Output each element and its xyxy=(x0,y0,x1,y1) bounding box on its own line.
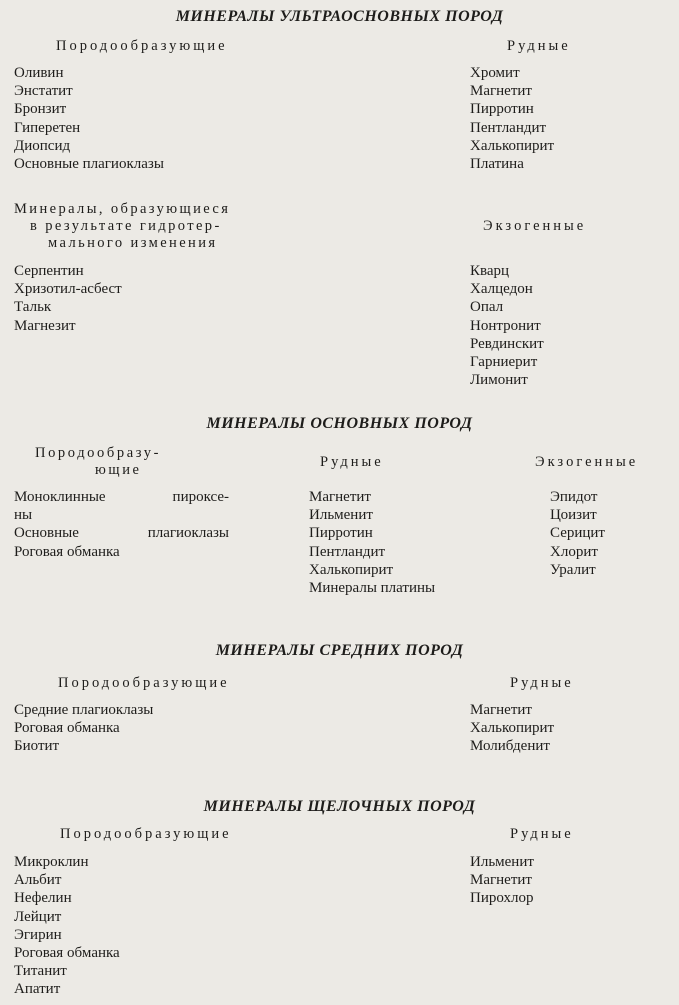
heading-line: мального изменения xyxy=(48,235,218,251)
list-item: Платина xyxy=(470,156,524,173)
list-item: Ильменит xyxy=(309,507,373,524)
list-item: Пирохлор xyxy=(470,890,534,907)
list-item: Цоизит xyxy=(550,507,597,524)
list-item: Халькопирит xyxy=(470,137,555,154)
section-title-ultrabasic: МИНЕРАЛЫ УЛЬТРАОСНОВНЫХ ПОРОД xyxy=(175,8,504,25)
list-item: Пирротин xyxy=(470,101,534,118)
list-item: Халькопирит xyxy=(470,720,555,737)
heading-hydrothermal-ultrabasic xyxy=(14,201,230,252)
section-title-basic: МИНЕРАЛЫ ОСНОВНЫХ ПОРОД xyxy=(206,415,473,432)
list-item: Хлорит xyxy=(550,543,598,560)
list-item: Пентландит xyxy=(470,119,547,136)
list-item: Молибденит xyxy=(470,738,550,755)
list-item: Лейцит xyxy=(14,908,62,925)
heading-line: в результате гидротер- xyxy=(30,218,222,234)
list-item: Средние плагиоклазы xyxy=(14,702,154,718)
list-item: Серицит xyxy=(550,525,605,542)
list-ore-intermediate xyxy=(470,701,554,756)
heading-ore-alkaline: Рудные xyxy=(510,826,574,842)
list-item: Ревдинскит xyxy=(470,335,544,352)
heading-rock-forming-alkaline: Породообразующие xyxy=(60,826,232,842)
list-item: Роговая обманка xyxy=(14,543,120,560)
heading-rock-forming-ultrabasic: Породообразующие xyxy=(56,38,228,54)
list-item: Пирротин xyxy=(309,525,373,542)
list-ore-ultrabasic xyxy=(470,64,554,173)
heading-line: Породообразу- xyxy=(35,445,162,461)
heading-rock-forming-intermediate: Породообразующие xyxy=(58,675,230,691)
section-title-intermediate: МИНЕРАЛЫ СРЕДНИХ ПОРОД xyxy=(215,642,464,659)
heading-exogenous-ultrabasic: Экзогенные xyxy=(483,218,587,234)
list-exogenous-ultrabasic xyxy=(470,262,544,389)
list-item: Тальк xyxy=(14,299,52,316)
list-ore-alkaline xyxy=(470,853,534,908)
list-exogenous-basic xyxy=(550,488,605,579)
list-item: Магнезит xyxy=(14,317,76,334)
list-ore-basic xyxy=(309,488,435,597)
list-item: Опал xyxy=(470,299,504,316)
heading-ore-intermediate: Рудные xyxy=(510,675,574,691)
list-item: Апатит xyxy=(14,981,61,998)
list-item: Магнетит xyxy=(470,83,532,100)
list-item: Бронзит xyxy=(14,101,67,118)
list-item: Основные плагиоклазы xyxy=(14,156,164,173)
heading-rock-forming-basic xyxy=(35,445,161,479)
list-item: Биотит xyxy=(14,738,60,755)
list-item: Ильменит xyxy=(470,854,534,870)
list-item: Оливин xyxy=(14,65,64,81)
list-item: Лимонит xyxy=(470,372,528,389)
list-rock-forming-intermediate xyxy=(14,701,153,756)
list-item: Халцедон xyxy=(470,281,533,298)
section-title-alkaline: МИНЕРАЛЫ ЩЕЛОЧНЫХ ПОРОД xyxy=(203,798,476,815)
list-item: Гиперетен xyxy=(14,119,81,136)
list-item: Роговая обманка xyxy=(14,720,120,737)
list-hydrothermal-ultrabasic xyxy=(14,262,122,335)
list-item: Альбит xyxy=(14,872,62,889)
list-item: Халькопирит xyxy=(309,561,394,578)
list-item: Пентландит xyxy=(309,543,386,560)
heading-line: ющие xyxy=(95,462,142,478)
list-item: Энстатит xyxy=(14,83,73,100)
list-item: Роговая обманка xyxy=(14,945,120,962)
list-item: Основные плагиоклазы xyxy=(14,525,229,542)
list-item: Хризотил-асбест xyxy=(14,281,122,298)
list-item: Микроклин xyxy=(14,854,89,870)
list-item: Серпентин xyxy=(14,263,84,279)
list-item: Магнетит xyxy=(470,872,532,889)
list-item: Уралит xyxy=(550,561,596,578)
list-item: Титанит xyxy=(14,963,67,980)
list-rock-forming-alkaline xyxy=(14,853,120,999)
list-item: Нефелин xyxy=(14,890,72,907)
list-item: Магнетит xyxy=(470,702,532,718)
list-item: Нонтронит xyxy=(470,317,541,334)
list-item: Эгирин xyxy=(14,926,62,943)
list-rock-forming-ultrabasic xyxy=(14,64,164,173)
list-item: Диопсид xyxy=(14,137,71,154)
list-item: Эпидот xyxy=(550,489,598,505)
list-item: Магнетит xyxy=(309,489,371,505)
list-item: Гарниерит xyxy=(470,354,538,371)
list-item: Кварц xyxy=(470,263,510,279)
list-rock-forming-basic xyxy=(14,488,229,561)
heading-ore-ultrabasic: Рудные xyxy=(507,38,571,54)
list-item: ны xyxy=(14,507,33,524)
heading-ore-basic: Рудные xyxy=(320,454,384,470)
list-item: Хромит xyxy=(470,65,520,81)
list-item: Моноклинные пироксе- xyxy=(14,489,229,505)
list-item: Минералы платины xyxy=(309,580,436,597)
heading-exogenous-basic: Экзогенные xyxy=(535,454,639,470)
heading-line: Минералы, образующиеся xyxy=(14,201,231,217)
